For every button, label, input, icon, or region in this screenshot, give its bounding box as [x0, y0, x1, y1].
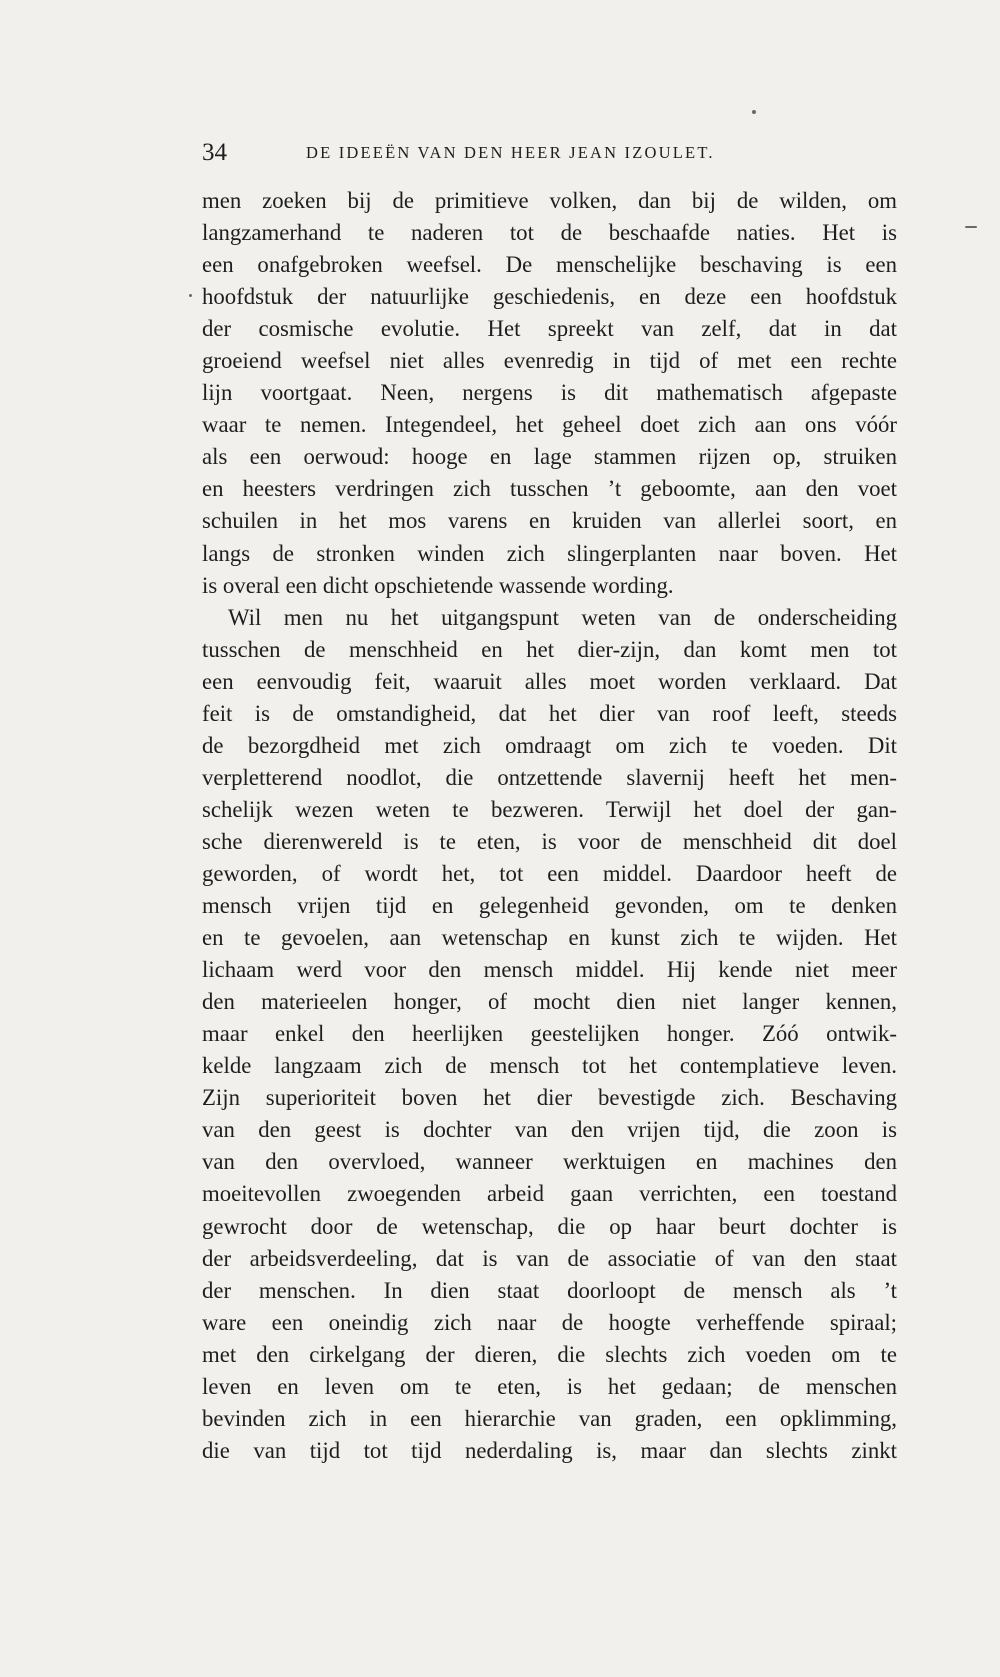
text-line: langzamerhand te naderen tot de beschaafde naties. Het is: [202, 220, 897, 246]
text-line: bevinden zich in een hierarchie van graden, een opklimming,: [202, 1405, 897, 1431]
text-line: hoofdstuk der natuurlijke geschiedenis, en deze een hoofdstuk: [202, 284, 897, 310]
text-line: waar te nemen. Integendeel, het geheel doet zich aan ons vóór: [202, 412, 897, 438]
text-line: en te gevoelen, aan wetenschap en kunst zich te wijden. Het: [202, 925, 897, 951]
paragraph-end-line: is overal een dicht opschietende wassende wording.: [202, 572, 674, 598]
text-line: schelijk wezen weten te bezweren. Terwijl het doel der gan-: [202, 796, 897, 822]
text-line: met den cirkelgang der dieren, die slechts zich voeden om te: [202, 1341, 897, 1367]
text-line: die van tijd tot tijd nederdaling is, maar dan slechts zinkt: [202, 1437, 897, 1463]
text-line: schuilen in het mos varens en kruiden van allerlei soort, en: [202, 508, 897, 534]
text-line: van den geest is dochter van den vrijen tijd, die zoon is: [202, 1117, 897, 1143]
running-title: DE IDEEËN VAN DEN HEER JEAN IZOULET.: [306, 143, 715, 162]
text-line: een onafgebroken weefsel. De menschelijke beschaving is een: [202, 252, 897, 278]
text-line: maar enkel den heerlijken geestelijken honger. Zóó ontwik-: [202, 1021, 897, 1047]
text-line: mensch vrijen tijd en gelegenheid gevonden, om te denken: [202, 893, 897, 919]
text-line: feit is de omstandigheid, dat het dier van roof leeft, steeds: [202, 700, 897, 726]
print-speck: [752, 110, 756, 114]
paragraph-start-line: Wil men nu het uitgangspunt weten van de onderscheiding: [228, 604, 897, 630]
text-line: verpletterend noodlot, die ontzettende slavernij heeft het men-: [202, 764, 897, 790]
text-line: moeitevollen zwoegenden arbeid gaan verrichten, een toestand: [202, 1181, 897, 1207]
text-line: lichaam werd voor den mensch middel. Hij kende niet meer: [202, 957, 897, 983]
body-text: [202, 185, 897, 1467]
print-speck: [965, 226, 977, 228]
text-line: leven en leven om te eten, is het gedaan; de menschen: [202, 1373, 897, 1399]
text-line: ware een oneindig zich naar de hoogte verheffende spiraal;: [202, 1309, 897, 1335]
text-line: en heesters verdringen zich tusschen ’t geboomte, aan den voet: [202, 476, 897, 502]
text-line: der arbeidsverdeeling, dat is van de associatie of van den staat: [202, 1245, 897, 1271]
running-header: [202, 133, 897, 173]
text-line: een eenvoudig feit, waaruit alles moet worden verklaard. Dat: [202, 668, 897, 694]
text-line: als een oerwoud: hooge en lage stammen rijzen op, struiken: [202, 444, 897, 470]
text-line: sche dierenwereld is te eten, is voor de menschheid dit doel: [202, 828, 897, 854]
text-line: lijn voortgaat. Neen, nergens is dit mathematisch afgepaste: [202, 380, 897, 406]
text-line: groeiend weefsel niet alles evenredig in tijd of met een rechte: [202, 348, 897, 374]
text-line: der cosmische evolutie. Het spreekt van zelf, dat in dat: [202, 316, 897, 342]
text-line: van den overvloed, wanneer werktuigen en machines den: [202, 1149, 897, 1175]
text-line: men zoeken bij de primitieve volken, dan bij de wilden, om: [202, 188, 897, 213]
text-line: den materieelen honger, of mocht dien niet langer kennen,: [202, 989, 897, 1015]
text-line: kelde langzaam zich de mensch tot het contemplatieve leven.: [202, 1053, 897, 1079]
text-line: gewrocht door de wetenschap, die op haar beurt dochter is: [202, 1213, 897, 1239]
text-line: geworden, of wordt het, tot een middel. Daardoor heeft de: [202, 860, 897, 886]
text-line: langs de stronken winden zich slingerplanten naar boven. Het: [202, 540, 897, 566]
text-line: tusschen de menschheid en het dier-zijn, dan komt men tot: [202, 636, 897, 662]
print-speck: [189, 294, 192, 297]
page-number: 34: [202, 139, 227, 166]
text-line: de bezorgdheid met zich omdraagt om zich te voeden. Dit: [202, 732, 897, 758]
text-line: der menschen. In dien staat doorloopt de mensch als ’t: [202, 1277, 897, 1303]
text-line: Zijn superioriteit boven het dier bevestigde zich. Beschaving: [202, 1085, 897, 1111]
